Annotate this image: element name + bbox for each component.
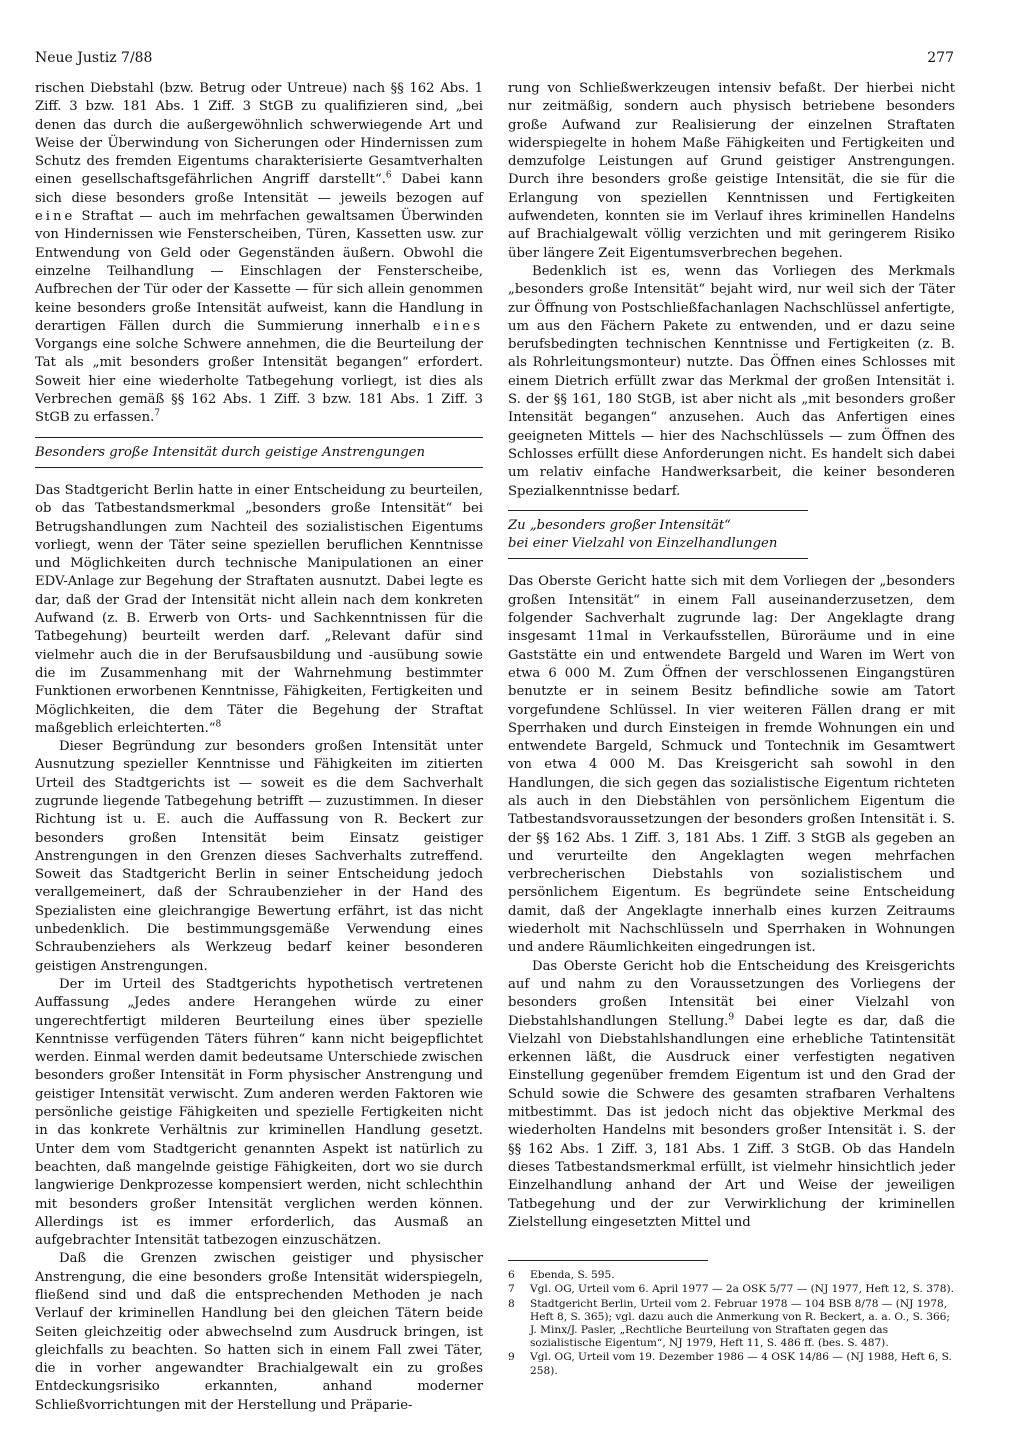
footnote-number: 7 bbox=[508, 1283, 515, 1296]
footnote-ref: 6 bbox=[385, 171, 392, 182]
footnote-number: 8 bbox=[508, 1297, 515, 1310]
text-run: Vorgangs eine solche Schwere annehmen, die die Beurteilung der Tat als „mit besonders großer Intensität begangen“ erfordert. Soweit hier eine wiederholte Tatbegehung vorliegt, ist dies als Verbrechen gemäß §§ 162 Abs. 1 Ziff. 3 bzw. 181 Abs. 1 Ziff. 3 StGB zu erfassen. bbox=[35, 337, 483, 426]
footnote-text: Vgl. OG, Urteil vom 6. April 1977 — 2a OSK 5/77 — (NJ 1977, Heft 12, S. 378). bbox=[530, 1283, 954, 1296]
paragraph bbox=[35, 80, 483, 428]
section-heading-line: Zu „besonders großer Intensität“ bbox=[508, 517, 731, 533]
paragraph: Das Oberste Gericht hatte sich mit dem Vorliegen der „besonders großen Intensität“ in einem Fall auseinanderzusetzen, dem folgender Sachverhalt zugrunde lag: Der Angeklagte drang insgesamt 11mal in Verkaufsstellen, Büroräume und in eine Gaststätte ein und entwendete Bargeld und Waren im Wert von etwa 6 000 M. Zum Öffnen der verschlossenen Eingangstüren benutzte er in seinem Besitz befindliche sowie am Tatort vorgefundene Schlüssel. In vier weiteren Fällen drang er mit Sperrhaken und durch Einsteigen in fremde Wohnungen ein und entwendete Bargeld, Schmuck und Tontechnik im Gesamtwert von etwa 4 000 M. Das Kreisgericht sah sowohl in den Handlungen, die sich gegen das sozialistische Eigentum richteten als auch in den Diebstählen von persönlichem Eigentum die Tatbestandsvoraussetzungen der besonders großen Intensität i. S. der §§ 162 Abs. 1 Ziff. 3, 181 Abs. 1 Ziff. 3 StGB als gegeben an und verurteilte den Angeklagten wegen mehrfachen verbrecherischen Diebstahls von sozialistischem und persönlichem Eigentum. Es begründete seine Entscheidung damit, daß der Angeklagte innerhalb eines kurzen Zeitraums wiederholt mit Nachschlüsseln und Sperrhaken in Wohnungen und andere Räumlichkeiten eingedrungen ist. bbox=[508, 574, 955, 956]
emphasis-spaced: eines bbox=[432, 318, 483, 334]
footnote bbox=[508, 1269, 955, 1282]
text-run: rischen Diebstahl (bzw. Betrug oder Untreue) nach §§ 162 Abs. 1 Ziff. 3 bzw. 181 Abs. 1 Ziff. 3 StGB zu qualifizieren sind, „bei denen das durch die außergewöhnlich schwerwiegende Art und Weise der Überwindung von Sicherungen oder Hindernissen zum Schutz des fremden Eigentums charakterisierte Gesamtverhalten einen gesellschaftsgefährlichen Angriff darstellt“. bbox=[35, 81, 483, 188]
footnote bbox=[508, 1283, 955, 1296]
text-run: Dabei legte es dar, daß die Vielzahl von Diebstahlshandlungen eine erhebliche Tatintensität erkennen läßt, die Ausdruck einer verfestigten negativen Einstellung gegenüber fremdem Eigentum ist und den Grad der Schuld sowie die Schwere des gesamten strafbaren Verhaltens mitbestimmt. Das ist jedoch nicht das objektive Merkmal des wiederholten Handelns mit besonders großer Intensität i. S. der §§ 162 Abs. 1 Ziff. 3, 181 Abs. 1 Ziff. 3 StGB. Ob das Handeln dieses Tatbestandsmerkmal erfüllt, ist vielmehr hinsichtlich jeder Einzelhandlung anhand der Art und Weise der jeweiligen Tatbegehung und der zur Verwirklichung der kriminellen Zielstellung eingesetzten Mittel und bbox=[508, 1013, 955, 1230]
footnote-ref: 9 bbox=[728, 1012, 735, 1023]
text-run: Straftat — auch im mehrfachen gewaltsamen Überwinden von Hindernissen wie Fensterscheiben, Türen, Kassetten usw. zur Entwendung von Geld oder Gegenständen äußern. Obwohl die einzelne Teilhandlung — Einschlagen der Fensterscheibe, Aufbrechen der Tür oder der Kassette — für sich allein genommen keine besonders große Intensität aufweist, kann die Handlung in derartigen Fällen durch die Summierung innerhalb bbox=[35, 209, 483, 334]
paragraph: Der im Urteil des Stadtgerichts hypothetisch vertretenen Auffassung „Jedes andere Herangehen würde zu einer ungerechtfertigt milderen Beurteilung eines über spezielle Kenntnisse verfügenden Täters führen“ kann nicht beigepflichtet werden. Einmal werden damit bedeutsame Unterschiede zwischen besonders großer Intensität in Form physischer Anstrengung und geistiger Intensität verwischt. Zum anderen werden Faktoren wie persönliche geistige Fähigkeiten und spezielle Fertigkeiten nicht in das konkrete Verhältnis zur kriminellen Handlung gesetzt. Unter dem vom Stadtgericht genannten Aspekt ist natürlich zu beachten, daß mangelnde geistige Fähigkeiten, dort wo sie durch langwierige Denkprozesse kompensiert werden, nicht schlechthin mit besonders großer Intensität verglichen werden können. Allerdings ist es immer erforderlich, das Ausmaß an aufgebrachter Intensität tatbezogen einzuschätzen. bbox=[35, 976, 483, 1249]
right-column bbox=[508, 80, 955, 1400]
paragraph bbox=[35, 482, 483, 738]
page-number: 277 bbox=[927, 50, 954, 66]
paragraph: Daß die Grenzen zwischen geistiger und physischer Anstrengung, die eine besonders große Intensität widerspiegeln, fließend sind und daß die entsprechenden Methoden je nach Verlauf der kriminellen Handlung bei den gleichen Tätern beide Seiten gleichzeitig oder abwechselnd zum Ausdruck bringen, ist gleichfalls zu beachten. So hatten sich in einem Fall zwei Täter, die in vorher angewandter Brachialgewalt ein zu großes Entdeckungsrisiko erkannten, anhand moderner Schließvorrichtungen mit der Herstellung und Präparie- bbox=[35, 1251, 483, 1413]
footnote bbox=[508, 1351, 955, 1377]
left-column bbox=[35, 80, 484, 1413]
section-heading bbox=[508, 510, 808, 560]
section-heading-line: bei einer Vielzahl von Einzelhandlungen bbox=[508, 536, 778, 552]
emphasis-spaced: eine bbox=[35, 209, 76, 225]
paragraph: Dieser Begründung zur besonders großen Intensität unter Ausnutzung spezieller Kenntnisse und Fähigkeiten im zitierten Urteil des Stadtgerichts ist — soweit es die dem Sachverhalt zugrunde liegende Tatbegehung betrifft — zuzustimmen. In dieser Richtung ist u. E. auch die Auffassung von R. Beckert zur besonders großen Intensität beim Einsatz geistiger Anstrengungen in den Grenzen dieses Sachverhalts zutreffend. Soweit das Stadtgericht Berlin in seiner Entscheidung jedoch verallgemeinert, daß der Schraubenzieher in der Hand des Spezialisten eine gleichrangige Bewertung erfährt, ist das nicht unbedenklich. Die bestimmungsgemäße Verwendung eines Schraubenziehers als Werkzeug bedarf keiner besonderen geistigen Anstrengungen. bbox=[35, 739, 483, 974]
footnote-ref: 8 bbox=[215, 719, 222, 730]
footnotes bbox=[508, 1269, 955, 1378]
footnote-ref: 7 bbox=[154, 408, 160, 419]
section-heading: Besonders große Intensität durch geistige Anstrengungen bbox=[35, 437, 483, 468]
text-run: Das Oberste Gericht hob die Entscheidung des Kreisgerichts auf und nahm zu den Voraussetzungen des Vorliegens der besonders großen Intensität bei einer Vielzahl von Diebstahlshandlungen Stellung. bbox=[508, 958, 955, 1029]
text-run: Das Stadtgericht Berlin hatte in einer Entscheidung zu beurteilen, ob das Tatbestandsmerkmal „besonders große Intensität“ bei Betrugshandlungen zum Nachteil des sozialistischen Eigentums vorliegt, wenn der Täter seine speziellen beruflichen Kenntnisse und Möglichkeiten durch technische Manipulationen an einer EDV-Anlage zur Begehung der Straftaten ausnutzt. Dabei legte es dar, daß der Grad der Intensität nicht allein nach dem konkreten Aufwand (z. B. Erwerb von Orts- und Sachkenntnissen für die Tatbegehung) beurteilt werden darf. „Relevant dafür sind vielmehr auch die in der Berufsausbildung und -ausübung sowie die im Zusammenhang mit der Wahrnehmung bestimmter Funktionen erworbenen Kenntnisse, Fähigkeiten, Fertigkeiten und Möglichkeiten, die dem Täter die Begehung der Straftat maßgeblich erleichterten.“ bbox=[35, 482, 483, 736]
text-run: Dabei kann sich diese besonders große Intensität — jeweils bezogen auf bbox=[35, 172, 484, 206]
paragraph: rung von Schließwerkzeugen intensiv befaßt. Der hierbei nicht nur zeitmäßig, sondern auch physisch betriebene besonders große Aufwand zur Realisierung der einzelnen Straftaten widerspiegelte in hohem Maße Fähigkeiten und Fertigkeiten und demzufolge Leistungen auf Grund geistiger Anstrengungen. Durch ihre besonders große geistige Intensität, die sie für die Erlangung von speziellen Kenntnissen und Fertigkeiten aufwendeten, konnten sie im Verlauf ihres kriminellen Handelns auf Brachialgewalt völlig verzichten und mit geringerem Risiko über längere Zeit Eigentumsverbrechen begehen. bbox=[508, 81, 955, 261]
footnote-number: 6 bbox=[508, 1269, 515, 1282]
footnote-number: 9 bbox=[508, 1351, 515, 1364]
footnote-divider bbox=[508, 1260, 708, 1261]
footnote-text: Stadtgericht Berlin, Urteil vom 2. Februar 1978 — 104 BSB 8/78 — (NJ 1978, Heft 8, S. 365); vgl. dazu auch die Anmerkung von R. Beckert, a. a. O., S. 366; J. Minx/J. Pasler, „Rechtliche Beurteilung von Straftaten gegen das sozialistische Eigentum“, NJ 1979, Heft 11, S. 486 ff. (bes. S. 487). bbox=[530, 1297, 950, 1350]
footnote bbox=[508, 1298, 955, 1351]
paragraph bbox=[508, 958, 955, 1232]
paragraph: Bedenklich ist es, wenn das Vorliegen des Merkmals „besonders große Intensität“ bejaht wird, nur weil sich der Täter zur Öffnung von Postschließfachanlagen Nachschlüssel anfertigte, um aus den Fächern Pakete zu entwenden, und er dazu seine berufsbedingten technischen Kenntnisse und Fertigkeiten (z. B. als Rohrleitungsmonteur) nutzte. Das Öffnen eines Schlosses mit einem Dietrich erfüllt zwar das Merkmal der großen Intensität i. S. der §§ 161, 180 StGB, ist aber nicht als „mit besonders großer Intensität begangen“ anzusehen. Auch das Anfertigen eines geeigneten Mittels — hier des Nachschlüssels — zum Öffnen des Schlosses erfüllt diese Anforderungen nicht. Es handelt sich dabei um relativ einfache Handwerksarbeit, die keiner besonderen Spezialkenntnisse bedarf. bbox=[508, 263, 955, 499]
journal-issue: Neue Justiz 7/88 bbox=[35, 50, 153, 66]
footnote-text: Ebenda, S. 595. bbox=[530, 1269, 615, 1282]
footnote-text: Vgl. OG, Urteil vom 19. Dezember 1986 — 4 OSK 14/86 — (NJ 1988, Heft 6, S. 258). bbox=[530, 1351, 952, 1377]
